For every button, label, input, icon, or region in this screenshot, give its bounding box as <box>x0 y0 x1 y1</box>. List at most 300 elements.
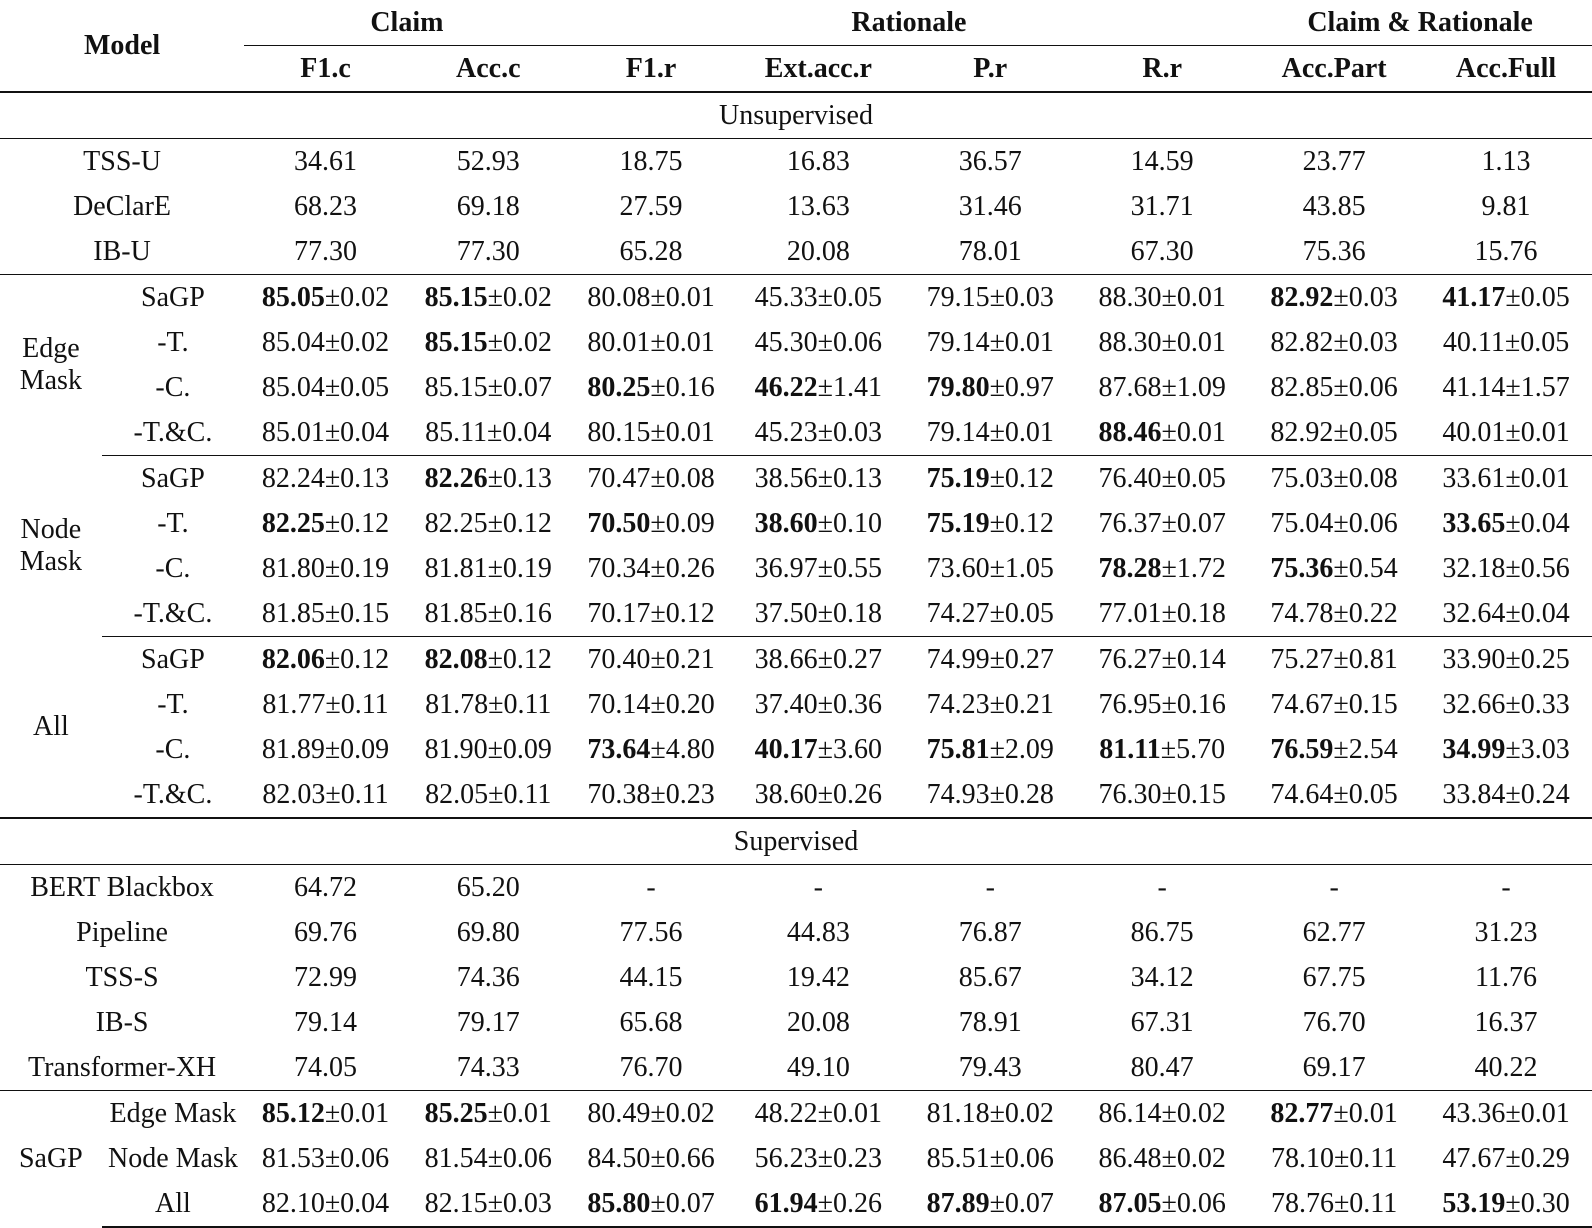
cell-std: ±0.03 <box>817 416 883 448</box>
cell-std: ±0.04 <box>487 416 552 448</box>
table-row <box>0 1181 1592 1227</box>
cell-std: ±0.36 <box>817 688 883 720</box>
cell-mean: 88.30 <box>1098 281 1162 313</box>
section-row <box>0 818 1592 865</box>
cell-std: ±0.11 <box>325 778 389 810</box>
cell-std: ±0.30 <box>1505 1187 1570 1219</box>
table-row <box>0 456 1592 502</box>
table-cell <box>244 410 407 456</box>
cell-std: ±0.05 <box>817 281 883 313</box>
table-cell <box>1420 1091 1592 1137</box>
group-label <box>0 456 102 637</box>
cell-mean: 76.27 <box>1098 643 1162 675</box>
table-cell <box>244 682 407 727</box>
cell-mean: 75.03 <box>1270 462 1334 494</box>
cell-mean: 78.28 <box>1098 552 1162 584</box>
table-cell <box>407 320 570 365</box>
cell-mean: 79.15 <box>926 281 990 313</box>
cell-mean: 37.50 <box>754 597 818 629</box>
cell-std: ±0.19 <box>487 552 552 584</box>
group-header-rationale: Rationale <box>570 0 1249 46</box>
table-cell <box>570 410 733 456</box>
cell-mean: 74.64 <box>1270 778 1334 810</box>
table-cell <box>732 772 904 818</box>
table-cell <box>244 1091 407 1137</box>
table-cell <box>1248 727 1420 772</box>
cell-std: ±0.09 <box>324 733 390 765</box>
table-cell <box>407 410 570 456</box>
cell-std: ±0.01 <box>650 281 715 313</box>
table-cell: 68.23 <box>294 190 357 222</box>
table-cell <box>1076 546 1248 591</box>
cell-std: ±0.25 <box>1505 643 1570 675</box>
table-cell <box>244 727 407 772</box>
table-cell <box>407 501 570 546</box>
group-label-text: SaGP <box>18 1143 83 1174</box>
table-cell <box>1076 1181 1248 1227</box>
table-cell: 78.91 <box>958 1006 1022 1038</box>
table-row <box>0 865 1592 911</box>
section-label: Unsupervised <box>0 92 1592 139</box>
group-header-claim: Claim <box>244 0 570 46</box>
cell-mean: 75.04 <box>1270 507 1334 539</box>
table-cell: 13.63 <box>786 190 850 222</box>
table-cell: 80.47 <box>1076 1045 1248 1091</box>
table-cell <box>1076 320 1248 365</box>
cell-std: ±0.01 <box>1505 416 1570 448</box>
cell-std: ±0.06 <box>989 1142 1054 1174</box>
cell-std: ±0.97 <box>989 371 1054 403</box>
cell-mean: 43.36 <box>1442 1097 1506 1129</box>
cell-mean: 81.53 <box>261 1142 325 1174</box>
cell-mean: 79.14 <box>926 416 990 448</box>
cell-mean: 88.46 <box>1098 416 1162 448</box>
cell-std: ±0.81 <box>1333 643 1398 675</box>
table-cell: 67.30 <box>1076 229 1248 275</box>
cell-std: ±0.16 <box>487 597 552 629</box>
column-header: P.r <box>904 46 1076 93</box>
table-cell <box>407 682 570 727</box>
cell-mean: 75.19 <box>926 507 990 539</box>
cell-std: ±0.05 <box>1504 326 1570 358</box>
table-cell <box>1248 456 1420 502</box>
cell-mean: 81.85 <box>424 597 488 629</box>
cell-std: ±0.20 <box>650 688 715 720</box>
table-cell: 74.33 <box>407 1045 570 1091</box>
table-cell <box>407 456 570 502</box>
table-cell: 64.72 <box>294 871 357 903</box>
table-cell <box>244 365 407 410</box>
table-cell <box>1076 591 1248 637</box>
cell-mean: 56.23 <box>754 1142 818 1174</box>
table-cell <box>1420 546 1592 591</box>
cell-std: ±0.05 <box>1333 416 1398 448</box>
cell-std: ±0.03 <box>487 1187 552 1219</box>
cell-std: ±0.27 <box>989 643 1054 675</box>
table-cell: 31.23 <box>1474 916 1538 948</box>
table-row <box>0 501 1592 546</box>
cell-mean: 82.25 <box>261 507 325 539</box>
table-cell <box>244 1181 407 1227</box>
table-cell <box>570 1091 733 1137</box>
cell-std: ±0.07 <box>1161 507 1226 539</box>
cell-std: ±0.28 <box>989 778 1054 810</box>
table-row <box>0 772 1592 818</box>
cell-std: ±0.09 <box>650 507 715 539</box>
table-cell: 44.15 <box>619 961 683 993</box>
cell-std: ±0.11 <box>1333 1187 1398 1219</box>
cell-std: ±0.24 <box>1505 778 1570 810</box>
variant-label: -T. <box>157 507 189 539</box>
table-row <box>0 727 1592 772</box>
cell-mean: 82.25 <box>424 507 488 539</box>
cell-std: ±0.06 <box>817 326 883 358</box>
cell-std: ±0.15 <box>1161 778 1226 810</box>
cell-mean: 38.60 <box>754 778 818 810</box>
table-cell <box>1420 1136 1592 1181</box>
cell-mean: 82.05 <box>425 778 489 810</box>
table-cell: 40.22 <box>1420 1045 1592 1091</box>
cell-mean: 85.05 <box>261 281 325 313</box>
cell-mean: 80.15 <box>587 416 651 448</box>
cell-mean: 81.11 <box>1099 733 1161 765</box>
table-cell <box>732 1091 904 1137</box>
cell-mean: 80.08 <box>587 281 651 313</box>
cell-mean: 82.85 <box>1270 371 1334 403</box>
table-row <box>0 910 1592 955</box>
group-label-line: Node <box>20 514 82 545</box>
cell-mean: 33.65 <box>1442 507 1506 539</box>
table-cell <box>904 365 1076 410</box>
cell-mean: 81.77 <box>262 688 326 720</box>
table-cell <box>1420 637 1592 683</box>
cell-std: ±0.16 <box>650 371 715 403</box>
table-cell: 69.76 <box>294 916 357 948</box>
model-name: DeClarE <box>73 190 172 222</box>
cell-mean: 34.99 <box>1442 733 1506 765</box>
table-cell: 77.30 <box>244 229 407 275</box>
variant-label: -T. <box>157 326 189 358</box>
cell-mean: 81.80 <box>261 552 325 584</box>
cell-std: ±0.07 <box>487 371 552 403</box>
table-cell <box>1420 275 1592 321</box>
cell-std: ±0.54 <box>1333 552 1398 584</box>
cell-mean: 36.97 <box>754 552 818 584</box>
cell-mean: 80.49 <box>587 1097 651 1129</box>
table-cell <box>570 1181 733 1227</box>
cell-mean: 45.30 <box>754 326 818 358</box>
cell-mean: 76.40 <box>1098 462 1162 494</box>
table-cell <box>1076 365 1248 410</box>
table-cell <box>1076 1091 1248 1137</box>
table-row <box>0 410 1592 456</box>
table-cell: 36.57 <box>958 145 1022 177</box>
table-cell <box>1076 1136 1248 1181</box>
table-cell <box>1420 727 1592 772</box>
table-cell <box>244 320 407 365</box>
cell-std: ±0.01 <box>1505 462 1570 494</box>
cell-mean: 33.84 <box>1442 778 1506 810</box>
table-cell <box>732 501 904 546</box>
table-row <box>0 275 1592 321</box>
table-row <box>0 1045 1592 1091</box>
table-cell <box>1076 410 1248 456</box>
variant-label: -T.&C. <box>102 591 244 637</box>
cell-mean: 73.60 <box>926 552 990 584</box>
cell-mean: 79.80 <box>926 371 990 403</box>
cell-std: ±1.57 <box>1505 371 1570 403</box>
cell-std: ±0.04 <box>324 1187 390 1219</box>
table-cell <box>732 546 904 591</box>
table-cell: 79.17 <box>456 1006 520 1038</box>
table-cell <box>570 591 733 637</box>
table-cell <box>732 410 904 456</box>
column-header: R.r <box>1076 46 1248 93</box>
table-cell: 34.12 <box>1130 961 1194 993</box>
table-cell: 49.10 <box>732 1045 904 1091</box>
cell-std: ±1.41 <box>817 371 883 403</box>
cell-std: ±0.22 <box>1333 597 1398 629</box>
table-row <box>0 365 1592 410</box>
cell-std: ±0.13 <box>324 462 390 494</box>
table-cell <box>407 1136 570 1181</box>
table-cell: 69.17 <box>1248 1045 1420 1091</box>
cell-mean: 85.80 <box>587 1187 651 1219</box>
cell-std: ±1.05 <box>989 552 1054 584</box>
cell-mean: 81.90 <box>424 733 488 765</box>
cell-std: ±0.01 <box>989 326 1054 358</box>
table-cell: 67.31 <box>1130 1006 1194 1038</box>
cell-mean: 85.01 <box>261 416 325 448</box>
table-cell <box>904 546 1076 591</box>
cell-mean: 38.60 <box>754 507 818 539</box>
table-cell: 76.70 <box>1302 1006 1366 1038</box>
table-cell <box>1076 682 1248 727</box>
cell-std: ±0.07 <box>989 1187 1054 1219</box>
cell-mean: 74.27 <box>926 597 990 629</box>
cell-std: ±0.03 <box>989 281 1054 313</box>
cell-mean: 70.14 <box>587 688 651 720</box>
table-cell <box>407 1181 570 1227</box>
cell-std: ±0.02 <box>1161 1097 1226 1129</box>
table-row <box>0 1091 1592 1137</box>
cell-std: ±4.80 <box>650 733 715 765</box>
table-cell <box>244 591 407 637</box>
model-name: Transformer-XH <box>0 1045 244 1091</box>
table-cell <box>732 456 904 502</box>
variant-label: -C. <box>155 733 191 765</box>
group-label <box>0 1091 102 1228</box>
cell-mean: 48.22 <box>754 1097 818 1129</box>
table-cell <box>570 275 733 321</box>
table-cell <box>904 1136 1076 1181</box>
cell-mean: 41.17 <box>1442 281 1506 313</box>
table-cell: 67.75 <box>1302 961 1366 993</box>
table-cell: 20.08 <box>732 229 904 275</box>
table-cell: 1.13 <box>1481 145 1531 177</box>
cell-mean: 87.89 <box>926 1187 990 1219</box>
cell-mean: 82.92 <box>1270 416 1334 448</box>
table-cell: 77.56 <box>619 916 683 948</box>
cell-std: ±0.10 <box>817 507 883 539</box>
table-row <box>0 320 1592 365</box>
table-cell <box>407 546 570 591</box>
table-cell: 27.59 <box>619 190 683 222</box>
cell-std: ±3.03 <box>1505 733 1570 765</box>
table-cell: 11.76 <box>1475 961 1538 993</box>
cell-std: ±0.01 <box>650 416 715 448</box>
table-cell <box>1248 501 1420 546</box>
table-cell <box>904 727 1076 772</box>
cell-mean: 75.19 <box>926 462 990 494</box>
model-header: Model <box>83 29 161 61</box>
table-cell: 14.59 <box>1130 145 1194 177</box>
table-row <box>0 184 1592 229</box>
table-cell: 44.83 <box>786 916 850 948</box>
cell-std: ±0.04 <box>1505 597 1570 629</box>
cell-mean: 79.14 <box>926 326 990 358</box>
table-cell: - <box>646 871 656 903</box>
table-cell <box>570 320 733 365</box>
table-cell <box>407 275 570 321</box>
cell-mean: 85.25 <box>424 1097 488 1129</box>
table-cell <box>570 637 733 683</box>
table-cell <box>732 365 904 410</box>
table-cell: 18.75 <box>619 145 683 177</box>
cell-mean: 45.33 <box>754 281 818 313</box>
table-row <box>0 591 1592 637</box>
cell-mean: 37.40 <box>754 688 818 720</box>
cell-mean: 70.40 <box>587 643 651 675</box>
cell-std: ±2.54 <box>1333 733 1398 765</box>
column-header: Acc.Full <box>1420 46 1592 93</box>
table-cell: 86.75 <box>1130 916 1194 948</box>
table-cell <box>570 546 733 591</box>
cell-mean: 74.99 <box>926 643 990 675</box>
cell-mean: 74.93 <box>926 778 990 810</box>
cell-mean: 88.30 <box>1098 326 1162 358</box>
table-cell <box>1420 591 1592 637</box>
table-cell <box>732 320 904 365</box>
cell-std: ±2.09 <box>989 733 1054 765</box>
cell-std: ±0.04 <box>1505 507 1570 539</box>
model-name: IB-S <box>95 1006 149 1038</box>
cell-mean: 73.64 <box>587 733 651 765</box>
cell-std: ±0.26 <box>817 1187 883 1219</box>
cell-std: ±0.07 <box>650 1187 715 1219</box>
cell-std: ±0.19 <box>324 552 390 584</box>
cell-std: ±0.12 <box>324 643 390 675</box>
table-cell <box>407 1091 570 1137</box>
cell-std: ±0.12 <box>487 507 552 539</box>
cell-std: ±0.01 <box>989 416 1054 448</box>
table-cell: 65.68 <box>619 1006 683 1038</box>
cell-std: ±0.11 <box>1333 1142 1398 1174</box>
table-cell: 43.85 <box>1302 190 1366 222</box>
cell-mean: 77.01 <box>1098 597 1162 629</box>
table-row <box>0 546 1592 591</box>
cell-std: ±0.11 <box>325 688 389 720</box>
table-cell: 65.28 <box>570 229 733 275</box>
table-cell: 23.77 <box>1302 145 1366 177</box>
table-row <box>0 229 1592 275</box>
table-cell: 31.46 <box>958 190 1022 222</box>
cell-std: ±0.01 <box>1505 1097 1570 1129</box>
table-cell: - <box>813 871 823 903</box>
cell-std: ±0.05 <box>324 371 390 403</box>
cell-mean: 81.85 <box>261 597 325 629</box>
cell-std: ±0.21 <box>650 643 715 675</box>
table-cell <box>904 1091 1076 1137</box>
variant-label: -T.&C. <box>102 410 244 456</box>
cell-std: ±0.33 <box>1505 688 1570 720</box>
table-cell: 19.42 <box>786 961 850 993</box>
table-cell <box>570 456 733 502</box>
cell-mean: 76.37 <box>1098 507 1162 539</box>
cell-mean: 75.27 <box>1270 643 1334 675</box>
cell-mean: 46.22 <box>754 371 818 403</box>
table-cell <box>1076 501 1248 546</box>
cell-std: ±0.02 <box>487 326 552 358</box>
cell-std: ±0.02 <box>487 281 552 313</box>
table-cell <box>732 591 904 637</box>
cell-std: ±0.27 <box>817 643 883 675</box>
cell-mean: 80.01 <box>587 326 651 358</box>
table-row <box>0 637 1592 683</box>
cell-std: ±0.01 <box>650 326 715 358</box>
cell-std: ±0.03 <box>1333 281 1398 313</box>
column-header: Ext.acc.r <box>732 46 904 93</box>
cell-mean: 85.12 <box>261 1097 325 1129</box>
table-cell: - <box>1157 871 1167 903</box>
table-cell <box>1248 591 1420 637</box>
cell-std: ±0.06 <box>1333 507 1398 539</box>
cell-std: ±0.12 <box>650 597 715 629</box>
table-cell: 79.43 <box>904 1045 1076 1091</box>
table-cell <box>1076 727 1248 772</box>
table-row <box>0 1000 1592 1045</box>
column-header: F1.c <box>244 46 407 93</box>
table-cell <box>244 456 407 502</box>
cell-mean: 74.23 <box>926 688 990 720</box>
cell-mean: 76.59 <box>1270 733 1334 765</box>
table-row <box>0 955 1592 1000</box>
table-cell: 74.36 <box>456 961 520 993</box>
cell-mean: 82.06 <box>261 643 325 675</box>
table-cell: 69.80 <box>456 916 520 948</box>
cell-std: ±0.23 <box>650 778 715 810</box>
cell-std: ±0.04 <box>324 416 390 448</box>
cell-mean: 40.17 <box>754 733 818 765</box>
cell-std: ±0.16 <box>1161 688 1226 720</box>
table-cell <box>1248 1091 1420 1137</box>
cell-mean: 32.64 <box>1442 597 1506 629</box>
cell-mean: 40.01 <box>1442 416 1506 448</box>
table-cell <box>570 682 733 727</box>
cell-mean: 33.90 <box>1442 643 1506 675</box>
table-cell <box>1248 682 1420 727</box>
cell-mean: 40.11 <box>1442 326 1505 358</box>
table-cell <box>244 772 407 818</box>
table-cell <box>1248 637 1420 683</box>
table-row <box>0 139 1592 185</box>
table-cell <box>1420 682 1592 727</box>
cell-mean: 47.67 <box>1442 1142 1506 1174</box>
variant-label: -C. <box>155 371 191 403</box>
column-header: Acc.c <box>407 46 570 93</box>
table-cell <box>1248 546 1420 591</box>
cell-std: ±0.02 <box>324 281 390 313</box>
